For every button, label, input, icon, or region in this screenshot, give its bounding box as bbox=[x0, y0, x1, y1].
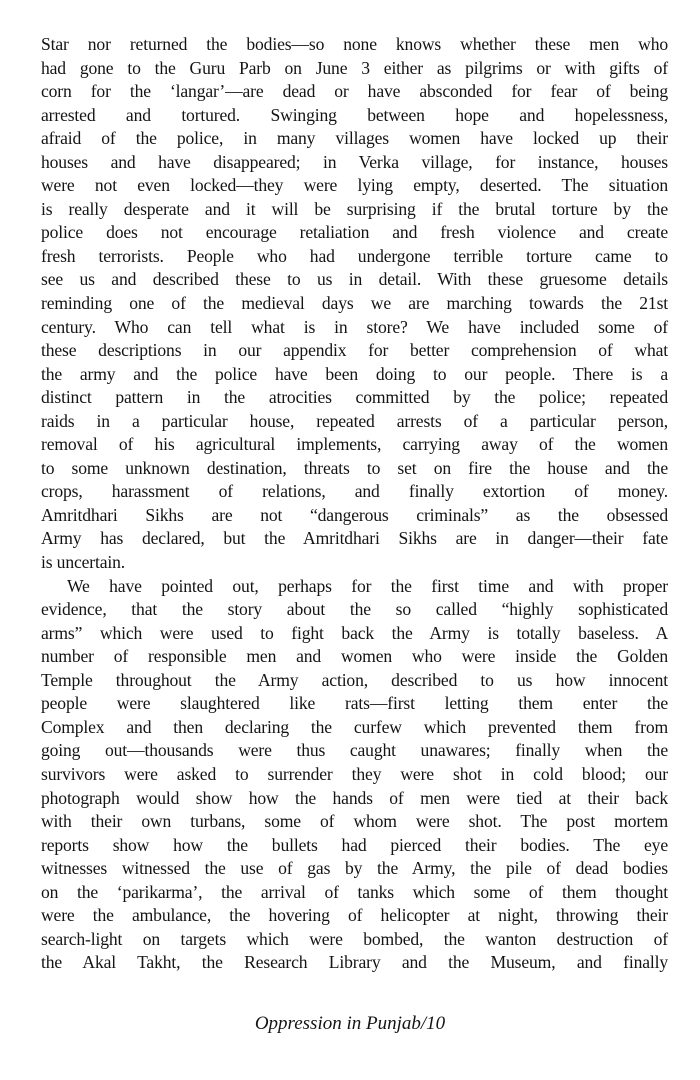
text-line: these descriptions in our appendix for better comprehension of what bbox=[41, 340, 668, 361]
text-line: the army and the police have been doing to our people. There is a bbox=[41, 363, 668, 384]
text-line: survivors were asked to surrender they were shot in cold blood; our bbox=[41, 763, 668, 784]
text-line: number of responsible men and women who were inside the Golden bbox=[41, 646, 668, 667]
body-text bbox=[41, 33, 668, 975]
text-line: reports show how the bullets had pierced their bodies. The eye bbox=[41, 834, 668, 855]
text-line: We have pointed out, perhaps for the first time and with proper bbox=[67, 575, 668, 596]
text-line: Temple throughout the Army action, described to us how innocent bbox=[41, 669, 668, 690]
text-line: reminding one of the medieval days we are marching towards the 21st bbox=[41, 293, 668, 314]
text-line: raids in a particular house, repeated arrests of a particular person, bbox=[41, 410, 668, 431]
text-line: search-light on targets which were bombed, the wanton destruction of bbox=[41, 928, 668, 949]
text-line: photograph would show how the hands of men were tied at their back bbox=[41, 787, 668, 808]
text-line: is really desperate and it will be surprising if the brutal torture by the bbox=[41, 198, 668, 219]
paragraph-2 bbox=[41, 575, 668, 975]
text-line: were not even locked—they were lying empty, deserted. The situation bbox=[41, 175, 668, 196]
text-line: corn for the ‘langar’—are dead or have absconded for fear of being bbox=[41, 81, 668, 102]
text-line: fresh terrorists. People who had undergone terrible torture came to bbox=[41, 245, 668, 266]
text-line: removal of his agricultural implements, carrying away of the women bbox=[41, 434, 668, 455]
paragraph-1 bbox=[41, 33, 668, 575]
text-line: see us and described these to us in detail. With these gruesome details bbox=[41, 269, 668, 290]
text-line: century. Who can tell what is in store? We have included some of bbox=[41, 316, 668, 337]
text-line: evidence, that the story about the so called “highly sophisticated bbox=[41, 599, 668, 620]
text-line: distinct pattern in the atrocities committed by the police; repeated bbox=[41, 387, 668, 408]
text-line: afraid of the police, in many villages women have locked up their bbox=[41, 128, 668, 149]
text-line: going out—thousands were thus caught unawares; finally when the bbox=[41, 740, 668, 761]
text-line: with their own turbans, some of whom were shot. The post mortem bbox=[41, 811, 668, 832]
text-line: had gone to the Guru Parb on June 3 either as pilgrims or with gifts of bbox=[41, 57, 668, 78]
text-line: to some unknown destination, threats to set on fire the house and the bbox=[41, 457, 668, 478]
text-line: on the ‘parikarma’, the arrival of tanks which some of them thought bbox=[41, 881, 668, 902]
text-line: Amritdhari Sikhs are not “dangerous criminals” as the obsessed bbox=[41, 504, 668, 525]
text-line: is uncertain. bbox=[41, 552, 126, 573]
text-line: crops, harassment of relations, and finally extortion of money. bbox=[41, 481, 668, 502]
text-line: houses and have disappeared; in Verka village, for instance, houses bbox=[41, 151, 668, 172]
text-line: arms” which were used to fight back the Army is totally baseless. A bbox=[41, 622, 668, 643]
text-line: police does not encourage retaliation and fresh violence and create bbox=[41, 222, 668, 243]
text-line: the Akal Takht, the Research Library and the Museum, and finally bbox=[41, 952, 668, 973]
text-line: witnesses witnessed the use of gas by the Army, the pile of dead bodies bbox=[41, 858, 668, 879]
text-line: Complex and then declaring the curfew which prevented them from bbox=[41, 716, 668, 737]
text-line: arrested and tortured. Swinging between hope and hopelessness, bbox=[41, 104, 668, 125]
text-line: Army has declared, but the Amritdhari Sikhs are in danger—their fate bbox=[41, 528, 668, 549]
text-line: Star nor returned the bodies—so none knows whether these men who bbox=[41, 34, 668, 54]
page-footer: Oppression in Punjab/10 bbox=[254, 1013, 446, 1034]
text-line: people were slaughtered like rats—first letting them enter the bbox=[41, 693, 668, 714]
text-line: were the ambulance, the hovering of helicopter at night, throwing their bbox=[41, 905, 668, 926]
